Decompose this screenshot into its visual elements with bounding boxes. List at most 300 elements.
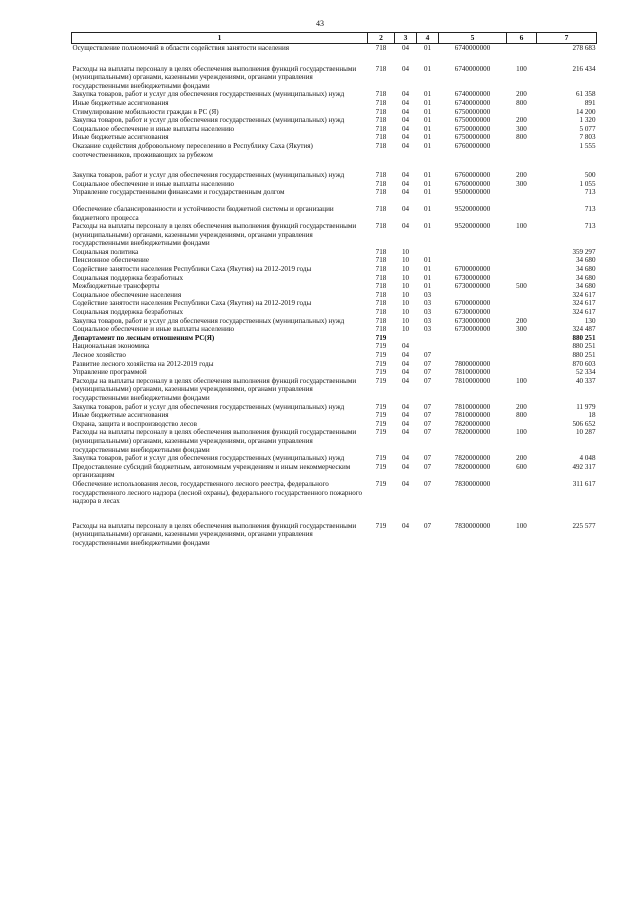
- row-name: Расходы на выплаты персоналу в целях обеспечения выполнения функций государственными (муниципальными) органами, казенными учреждениями, органами управления государственными внебюджетными фондами: [72, 376, 357, 402]
- row-code-2: 719: [375, 351, 387, 359]
- row-code-5: 7830000000: [454, 521, 491, 530]
- row-code-6: [507, 334, 537, 343]
- row-code-6: 800: [516, 98, 527, 107]
- row-code-5: 6750000000: [454, 124, 491, 133]
- row-code-3: 04: [401, 521, 410, 530]
- row-code-4: 01: [423, 64, 432, 73]
- row-amount: 52 334: [575, 368, 596, 377]
- row-code-4: 01: [423, 171, 432, 180]
- row-code-4: 03: [423, 316, 432, 325]
- row-code-6: [507, 420, 537, 429]
- row-name: Обеспечение сбалансированности и устойчивости бюджетной системы и организации бюджетного процесса: [72, 204, 334, 222]
- table-row: [72, 188, 597, 197]
- row-code-3: 10: [401, 325, 410, 334]
- row-code-4: [417, 248, 439, 257]
- row-amount: 11 979: [576, 402, 596, 411]
- row-code-2: 719: [375, 462, 387, 471]
- row-code-3: 04: [401, 342, 410, 351]
- row-code-6: [507, 248, 537, 257]
- row-name: Обеспечение использования лесов, государственного лесного реестра, федерального государственного лесного надзора (лесной охраны), федерального государственного пожарного надзора в лесах: [72, 479, 363, 506]
- row-code-5: 7820000000: [454, 462, 491, 471]
- row-code-5: 6700000000: [454, 265, 491, 274]
- table-row: [72, 454, 597, 463]
- table-row: [72, 125, 597, 134]
- row-code-4: 01: [423, 107, 432, 116]
- row-code-2: 719: [375, 428, 387, 437]
- row-code-3: 10: [401, 282, 410, 291]
- row-code-6: [507, 44, 537, 53]
- row-code-6: 500: [516, 282, 527, 291]
- row-name: Расходы на выплаты персоналу в целях обеспечения выполнения функций государственными (муниципальными) органами, казенными учреждениями, органами управления государственными внебюджетными фондами: [72, 222, 357, 248]
- row-code-6: 200: [516, 316, 527, 325]
- row-code-6: 200: [516, 90, 527, 99]
- row-code-2: 718: [375, 116, 387, 125]
- row-code-6: [507, 360, 537, 369]
- row-name: Закупка товаров, работ и услуг для обеспечения государственных (муниципальных) нужд: [72, 116, 345, 125]
- row-code-5: 6730000000: [454, 325, 491, 334]
- row-code-5: 6750000000: [454, 116, 491, 125]
- row-code-3: 04: [401, 359, 410, 368]
- row-code-3: 04: [401, 376, 410, 385]
- row-code-6: 100: [516, 521, 527, 530]
- row-code-3: 04: [401, 454, 410, 463]
- row-code-5: 6740000000: [454, 44, 491, 52]
- row-name: Социальная поддержка безработных: [72, 273, 184, 282]
- row-code-5: 6730000000: [454, 308, 491, 317]
- row-amount: 870 603: [572, 359, 596, 368]
- row-code-6: [507, 142, 537, 159]
- row-code-6: [507, 342, 537, 351]
- row-amount: 1 320: [579, 116, 596, 125]
- row-amount: 1 055: [579, 179, 596, 188]
- table-row: [72, 116, 597, 125]
- row-code-5: 7830000000: [454, 479, 491, 488]
- row-code-3: 04: [401, 411, 410, 420]
- row-code-3: 04: [401, 479, 410, 488]
- row-code-4: 03: [423, 325, 432, 334]
- row-amount: 500: [584, 171, 596, 180]
- row-code-2: 718: [375, 247, 387, 256]
- row-code-4: 07: [423, 454, 432, 463]
- row-code-4: 07: [423, 359, 432, 368]
- row-code-5: [439, 256, 507, 265]
- column-header: 3: [395, 33, 417, 44]
- row-code-2: 718: [375, 222, 387, 231]
- row-code-5: 9520000000: [454, 222, 491, 231]
- row-code-5: 7810000000: [454, 368, 491, 377]
- row-code-2: 718: [375, 133, 387, 142]
- table-row: [72, 463, 597, 480]
- row-amount: 891: [584, 98, 596, 107]
- row-amount: 506 652: [572, 419, 596, 428]
- row-code-3: 04: [401, 133, 410, 142]
- table-row: [72, 291, 597, 300]
- row-code-3: 04: [401, 462, 410, 471]
- row-code-6: [507, 108, 537, 117]
- row-code-3: 04: [401, 107, 410, 116]
- row-code-3: 04: [401, 402, 410, 411]
- row-code-5: 6740000000: [454, 64, 491, 73]
- row-name: Расходы на выплаты персоналу в целях обеспечения выполнения функций государственными (муниципальными) органами, казенными учреждениями, органами управления государственными внебюджетными фондами: [72, 64, 357, 90]
- row-code-6: [507, 368, 537, 377]
- row-amount: 324 617: [572, 308, 596, 317]
- row-code-3: [395, 334, 417, 343]
- table-row: [72, 282, 597, 291]
- row-code-6: [507, 351, 537, 360]
- table-row: [72, 222, 597, 248]
- row-amount: 34 680: [575, 256, 596, 265]
- row-name: Осуществление полномочий в области содействия занятости населения: [72, 44, 290, 52]
- row-amount: 34 680: [575, 282, 596, 291]
- row-code-2: 718: [375, 44, 387, 52]
- row-name: Развитие лесного хозяйства на 2012-2019 годы: [72, 359, 214, 368]
- table-row: [72, 99, 597, 108]
- column-header: 4: [417, 33, 439, 44]
- row-amount: 713: [584, 222, 596, 231]
- row-amount: 225 577: [572, 521, 596, 530]
- row-code-3: 10: [401, 247, 410, 256]
- row-code-4: 07: [423, 376, 432, 385]
- row-amount: 359 297: [572, 247, 596, 256]
- row-code-3: 10: [401, 256, 410, 265]
- row-code-5: 7820000000: [454, 454, 491, 463]
- table-row: [72, 411, 597, 420]
- row-code-3: 04: [401, 98, 410, 107]
- row-amount: 216 434: [572, 64, 596, 73]
- row-code-6: 100: [516, 376, 527, 385]
- row-code-6: [507, 291, 537, 300]
- row-code-4: 01: [423, 179, 432, 188]
- row-name: Социальное обеспечение и иные выплаты населению: [72, 179, 235, 188]
- row-code-2: 719: [375, 411, 387, 420]
- row-name: Расходы на выплаты персоналу в целях обеспечения выполнения функций государственными (муниципальными) органами, казенными учреждениями, органами управления государственными внебюджетными фондами: [72, 521, 357, 547]
- row-name: Управление программой: [72, 368, 147, 377]
- row-code-6: 600: [516, 462, 527, 471]
- row-code-4: 01: [423, 90, 432, 99]
- row-code-3: 10: [401, 273, 410, 282]
- page-number: 43: [316, 19, 324, 28]
- row-code-2: 718: [375, 90, 387, 99]
- row-code-5: 6750000000: [454, 133, 491, 142]
- table-row: [72, 360, 597, 369]
- row-code-3: 04: [401, 116, 410, 125]
- row-name: Социальное обеспечение и иные выплаты населению: [72, 124, 235, 133]
- row-name: Стимулирование мобильности граждан в РС (Я): [72, 107, 219, 116]
- row-code-5: [439, 334, 507, 343]
- row-code-6: [507, 299, 537, 308]
- row-code-6: 800: [516, 133, 527, 142]
- column-header: 5: [439, 33, 507, 44]
- row-amount: 4 048: [579, 454, 596, 463]
- row-code-4: 01: [423, 282, 432, 291]
- row-amount: 880 251: [572, 351, 596, 359]
- budget-table: [71, 32, 597, 547]
- row-code-6: [507, 308, 537, 317]
- row-code-2: 718: [375, 171, 387, 180]
- row-name: Закупка товаров, работ и услуг для обеспечения государственных (муниципальных) нужд: [72, 402, 345, 411]
- row-code-4: 07: [423, 479, 432, 488]
- row-code-2: 719: [375, 376, 387, 385]
- row-name: Охрана, защита и воспроизводство лесов: [72, 419, 197, 428]
- row-amount: 324 487: [572, 325, 596, 334]
- row-code-4: 07: [423, 368, 432, 377]
- row-code-2: 719: [375, 402, 387, 411]
- row-code-2: 719: [375, 359, 387, 368]
- row-code-3: 10: [401, 308, 410, 317]
- row-name: Закупка товаров, работ и услуг для обеспечения государственных (муниципальных) нужд: [72, 316, 345, 325]
- row-code-4: 01: [423, 116, 432, 125]
- table-row: [72, 368, 597, 377]
- row-code-3: 04: [401, 351, 410, 359]
- row-name: Оказание содействия добровольному переселению в Республику Саха (Якутия) соотечественников, проживающих за рубежом: [72, 141, 313, 159]
- row-amount: 1 555: [579, 141, 596, 150]
- table-row: [72, 53, 597, 91]
- row-code-3: 04: [401, 368, 410, 377]
- row-code-4: 07: [423, 419, 432, 428]
- row-code-2: 718: [375, 273, 387, 282]
- row-code-2: 718: [375, 308, 387, 317]
- row-code-6: [507, 274, 537, 283]
- row-code-3: 04: [401, 179, 410, 188]
- row-code-5: 6740000000: [454, 90, 491, 99]
- row-code-4: 01: [423, 188, 432, 197]
- row-code-6: [507, 265, 537, 274]
- row-code-2: 719: [375, 368, 387, 377]
- row-name: Иные бюджетные ассигнования: [72, 98, 169, 107]
- row-amount: 880 251: [572, 342, 596, 351]
- row-code-4: 07: [423, 521, 432, 530]
- table-row: [72, 265, 597, 274]
- row-code-3: 10: [401, 265, 410, 274]
- table-row: [72, 274, 597, 283]
- row-code-5: 9500000000: [454, 188, 491, 197]
- row-code-3: 04: [401, 428, 410, 437]
- row-code-2: 718: [375, 299, 387, 308]
- row-code-5: 6760000000: [454, 179, 491, 188]
- row-name: Пенсионное обеспечение: [72, 256, 149, 265]
- row-name: Социальная политика: [72, 247, 139, 256]
- row-code-4: 07: [423, 402, 432, 411]
- row-amount: 61 358: [575, 90, 596, 99]
- row-code-4: 01: [423, 141, 432, 150]
- table-row: [72, 342, 597, 351]
- row-code-4: 01: [423, 222, 432, 231]
- row-code-5: 6740000000: [454, 98, 491, 107]
- table-header-row: [72, 33, 597, 44]
- row-name: Предоставление субсидий бюджетным, автономным учреждениям и иным некоммерческим организациям: [72, 462, 351, 480]
- row-code-6: 100: [516, 428, 527, 437]
- row-name: Закупка товаров, работ и услуг для обеспечения государственных (муниципальных) нужд: [72, 454, 345, 463]
- row-code-5: 7810000000: [454, 376, 491, 385]
- row-code-4: 01: [423, 124, 432, 133]
- row-code-2: 718: [375, 265, 387, 274]
- row-amount: 7 803: [579, 133, 596, 142]
- row-code-3: 04: [401, 188, 410, 197]
- row-amount: 311 617: [572, 479, 596, 488]
- row-amount: 18: [588, 411, 596, 420]
- row-code-2: 718: [375, 124, 387, 133]
- row-amount: 34 680: [575, 265, 596, 274]
- row-name: Содействие занятости населения Республики Саха (Якутия) на 2012-2019 годы: [72, 299, 312, 308]
- row-code-4: 07: [423, 462, 432, 471]
- row-name: Национальная экономика: [72, 342, 150, 351]
- row-amount: 130: [584, 316, 596, 325]
- row-code-4: 01: [423, 273, 432, 282]
- row-amount: 713: [584, 188, 596, 197]
- row-code-5: 7820000000: [454, 419, 491, 428]
- row-code-3: 04: [401, 44, 410, 52]
- table-row: [72, 317, 597, 326]
- row-amount: 880 251: [572, 333, 596, 342]
- row-code-6: 200: [516, 402, 527, 411]
- row-name: Социальная поддержка безработных: [72, 308, 184, 317]
- row-code-5: [439, 248, 507, 257]
- table-row: [72, 256, 597, 265]
- row-code-5: 7810000000: [454, 411, 491, 420]
- row-name: Социальное обеспечение и иные выплаты населению: [72, 325, 235, 334]
- row-code-3: 10: [401, 290, 410, 299]
- row-code-6: 100: [516, 222, 527, 231]
- row-code-2: 718: [375, 325, 387, 334]
- row-code-4: 01: [423, 204, 432, 213]
- row-code-5: 6700000000: [454, 299, 491, 308]
- table-row: [72, 480, 597, 506]
- row-code-5: [439, 342, 507, 351]
- row-code-4: 03: [423, 299, 432, 308]
- row-code-4: 01: [423, 265, 432, 274]
- table-row: [72, 142, 597, 159]
- row-code-4: [417, 334, 439, 343]
- row-code-5: 6730000000: [454, 273, 491, 282]
- row-code-3: 10: [401, 299, 410, 308]
- row-amount: 324 617: [572, 290, 596, 299]
- row-code-5: 7800000000: [454, 359, 491, 368]
- row-code-2: 718: [375, 290, 387, 299]
- row-name: Лесное хозяйство: [72, 351, 126, 359]
- row-code-2: 718: [375, 107, 387, 116]
- row-code-2: 718: [375, 282, 387, 291]
- row-code-3: 04: [401, 90, 410, 99]
- row-code-6: 800: [516, 411, 527, 420]
- row-code-6: [507, 197, 537, 222]
- row-code-2: 718: [375, 179, 387, 188]
- row-code-5: 6750000000: [454, 107, 491, 116]
- row-amount: 14 200: [575, 107, 596, 116]
- row-code-5: 9520000000: [454, 204, 491, 213]
- table-row: [72, 90, 597, 99]
- row-amount: 5 077: [579, 124, 596, 133]
- row-code-4: 01: [423, 256, 432, 265]
- row-code-2: 718: [375, 256, 387, 265]
- row-code-2: 718: [375, 204, 387, 213]
- row-code-5: 7820000000: [454, 428, 491, 437]
- table-row: [72, 248, 597, 257]
- row-amount: 324 617: [572, 299, 596, 308]
- row-code-4: [417, 342, 439, 351]
- table-row: [72, 377, 597, 403]
- row-code-3: 04: [401, 141, 410, 150]
- row-amount: 713: [584, 204, 596, 213]
- row-code-6: [507, 188, 537, 197]
- row-code-2: 718: [375, 98, 387, 107]
- table-row: [72, 428, 597, 454]
- table-row: [72, 108, 597, 117]
- table-row: [72, 299, 597, 308]
- row-code-5: 7810000000: [454, 402, 491, 411]
- row-code-4: 01: [423, 133, 432, 142]
- row-code-2: 719: [375, 479, 387, 488]
- row-code-4: 07: [423, 428, 432, 437]
- row-name: Иные бюджетные ассигнования: [72, 133, 169, 142]
- table-row: [72, 197, 597, 222]
- row-code-5: 6760000000: [454, 141, 491, 150]
- table-row: [72, 180, 597, 189]
- table-row: [72, 44, 597, 53]
- row-code-6: 300: [516, 179, 527, 188]
- row-code-5: 6760000000: [454, 171, 491, 180]
- row-code-2: 719: [375, 333, 387, 342]
- row-code-3: 04: [401, 419, 410, 428]
- row-name: Закупка товаров, работ и услуг для обеспечения государственных (муниципальных) нужд: [72, 171, 345, 180]
- row-code-4: 01: [423, 98, 432, 107]
- row-code-6: [507, 256, 537, 265]
- table-row: [72, 308, 597, 317]
- row-code-4: 01: [423, 44, 432, 52]
- row-code-3: 10: [401, 316, 410, 325]
- row-code-6: 200: [516, 116, 527, 125]
- row-code-3: 04: [401, 171, 410, 180]
- table-row: [72, 403, 597, 412]
- table-row: [72, 325, 597, 334]
- row-name: Закупка товаров, работ и услуг для обеспечения государственных (муниципальных) нужд: [72, 90, 345, 99]
- row-code-5: [439, 291, 507, 300]
- row-name: Департамент по лесным отношениям РС(Я): [72, 333, 215, 342]
- row-amount: 278 683: [572, 44, 596, 52]
- column-header: 2: [368, 33, 395, 44]
- row-code-6: 200: [516, 454, 527, 463]
- row-code-4: 03: [423, 308, 432, 317]
- row-code-2: 719: [375, 342, 387, 351]
- row-code-2: 719: [375, 454, 387, 463]
- row-amount: 40 337: [575, 376, 596, 385]
- row-name: Содействие занятости населения Республики Саха (Якутия) на 2012-2019 годы: [72, 265, 312, 274]
- row-code-2: 718: [375, 316, 387, 325]
- column-header: 6: [507, 33, 537, 44]
- row-name: Межбюджетные трансферты: [72, 282, 160, 291]
- row-code-3: 04: [401, 124, 410, 133]
- table-row: [72, 159, 597, 180]
- row-code-4: 07: [423, 411, 432, 420]
- row-code-6: 100: [516, 64, 527, 73]
- table-row: [72, 506, 597, 548]
- column-header: 7: [537, 33, 597, 44]
- row-code-2: 718: [375, 64, 387, 73]
- row-code-5: 6730000000: [454, 282, 491, 291]
- table-row: [72, 334, 597, 343]
- table-row: [72, 420, 597, 429]
- row-code-3: 04: [401, 204, 410, 213]
- row-code-2: 718: [375, 188, 387, 197]
- row-code-4: 07: [423, 351, 432, 359]
- row-code-3: 04: [401, 64, 410, 73]
- row-name: Социальное обеспечение населения: [72, 290, 182, 299]
- row-amount: 34 680: [575, 273, 596, 282]
- row-code-2: 718: [375, 141, 387, 150]
- row-amount: 492 317: [572, 462, 596, 471]
- row-amount: 10 287: [575, 428, 596, 437]
- row-code-2: 719: [375, 419, 387, 428]
- row-name: Управление государственными финансами и государственным долгом: [72, 188, 285, 197]
